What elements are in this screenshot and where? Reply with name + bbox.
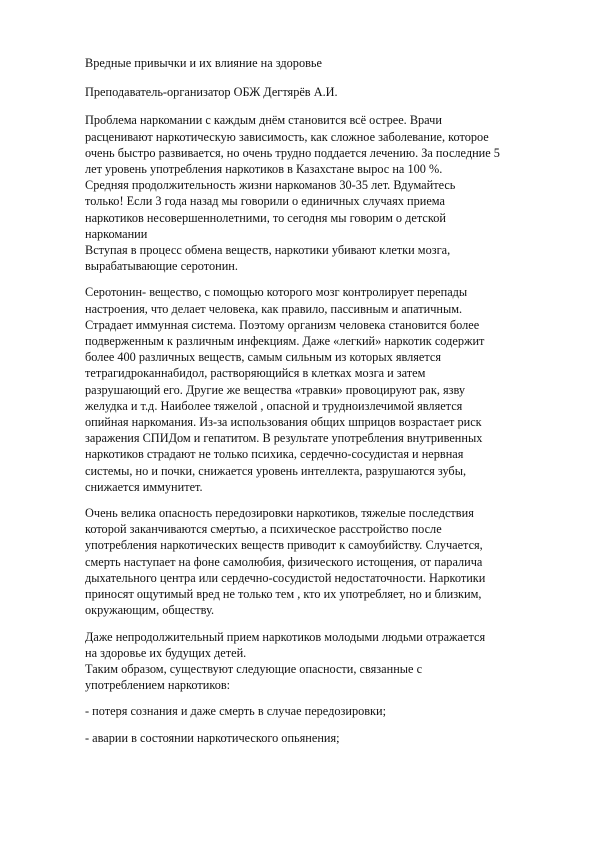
bullets-container [85,703,565,745]
paragraph-line: наркотиков несовершеннолетними, то сегодня мы говорим о детской [85,210,446,225]
paragraph-line: очень быстро развивается, но очень трудно поддается лечению. За последние 5 [85,145,500,160]
paragraph-line: только! Если 3 года назад мы говорили о единичных случаях приема [85,194,445,209]
paragraph [85,629,565,694]
paragraph-line: употребления наркотических веществ приводит к самоубийству. Случается, [85,538,483,553]
paragraph-line: более 400 различных веществ, самым сильным из которых является [85,350,442,365]
paragraph-line: расценивают наркотическую зависимость, как сложное заболевание, которое [85,129,489,144]
paragraph-line: употреблением наркотиков: [85,678,231,693]
paragraph-line: Серотонин- вещество, с помощью которого мозг контролирует перепады [85,285,468,300]
paragraph-line: разрушающий его. Другие же вещества «травки» провоцируют рак, язву [85,382,466,397]
paragraph-line: Даже непродолжительный прием наркотиков молодыми людьми отражается [85,629,486,644]
document-author: Преподаватель-организатор ОБЖ Дегтярёв А.И. [85,85,338,100]
paragraph-line: лет уровень употребления наркотиков в Казахстане вырос на 100 %. [85,162,443,177]
paragraph-line: Вступая в процесс обмена веществ, наркотики убивают клетки мозга, [85,243,451,258]
paragraph-line: настроения, что делает человека, как правило, пассивным и апатичным. [85,301,463,316]
paragraphs-container [85,112,565,693]
paragraph-line: смерть наступает на фоне самолюбия, физического истощения, от паралича [85,554,483,569]
paragraph-line: которой заканчиваются смертью, а психическое расстройство после [85,522,442,537]
paragraph [85,505,565,618]
paragraph-line: Таким образом, существуют следующие опасности, связанные с [85,661,423,676]
paragraph-line: тетрагидроканнабидол, растворяющийся в клетках мозга и затем [85,366,426,381]
paragraph-line: системы, но и почки, снижается уровень интеллекта, разрушаются зубы, [85,463,467,478]
paragraph-line: наркотиков страдают не только психика, сердечно-сосудистая и нервная [85,447,464,462]
paragraph-line: дыхательного центра или сердечно-сосудистой недостаточности. Наркотики [85,570,486,585]
paragraph-line: окружающим, обществу. [85,603,215,618]
paragraph-line: наркомании [85,226,148,241]
paragraph [85,112,565,274]
document-title: Вредные привычки и их влияние на здоровье [85,56,322,70]
paragraph-line: приносят ощутимый вред не только тем , кто их употребляет, но и близким, [85,587,482,602]
paragraph-line: снижается иммунитет. [85,479,203,494]
paragraph-line: Страдает иммунная система. Поэтому организм человека становится более [85,317,480,332]
paragraph-line: на здоровье их будущих детей. [85,645,247,660]
paragraph-line: заражения СПИДом и гепатитом. В результате употребления внутривенных [85,431,483,446]
paragraph-line: Очень велика опасность передозировки наркотиков, тяжелые последствия [85,506,474,521]
bullet-item: - аварии в состоянии наркотического опьянения; [85,730,340,745]
paragraph-line: опийная наркомания. Из-за использования общих шприцов возрастает риск [85,415,482,430]
paragraph-line: вырабатывающие серотонин. [85,259,238,274]
paragraph-line: Проблема наркомании с каждым днём становится всё острее. Врачи [85,113,442,128]
paragraph [85,284,565,495]
paragraph-line: Средняя продолжительность жизни наркоманов 30-35 лет. Вдумайтесь [85,178,456,193]
paragraph-line: желудка и т.д. Наиболее тяжелой , опасной и трудноизлечимой является [85,398,463,413]
bullet-item: - потеря сознания и даже смерть в случае передозировки; [85,704,387,719]
paragraph-line: подверженным к различным инфекциям. Даже «легкий» наркотик содержит [85,334,485,349]
document-body [85,55,565,756]
